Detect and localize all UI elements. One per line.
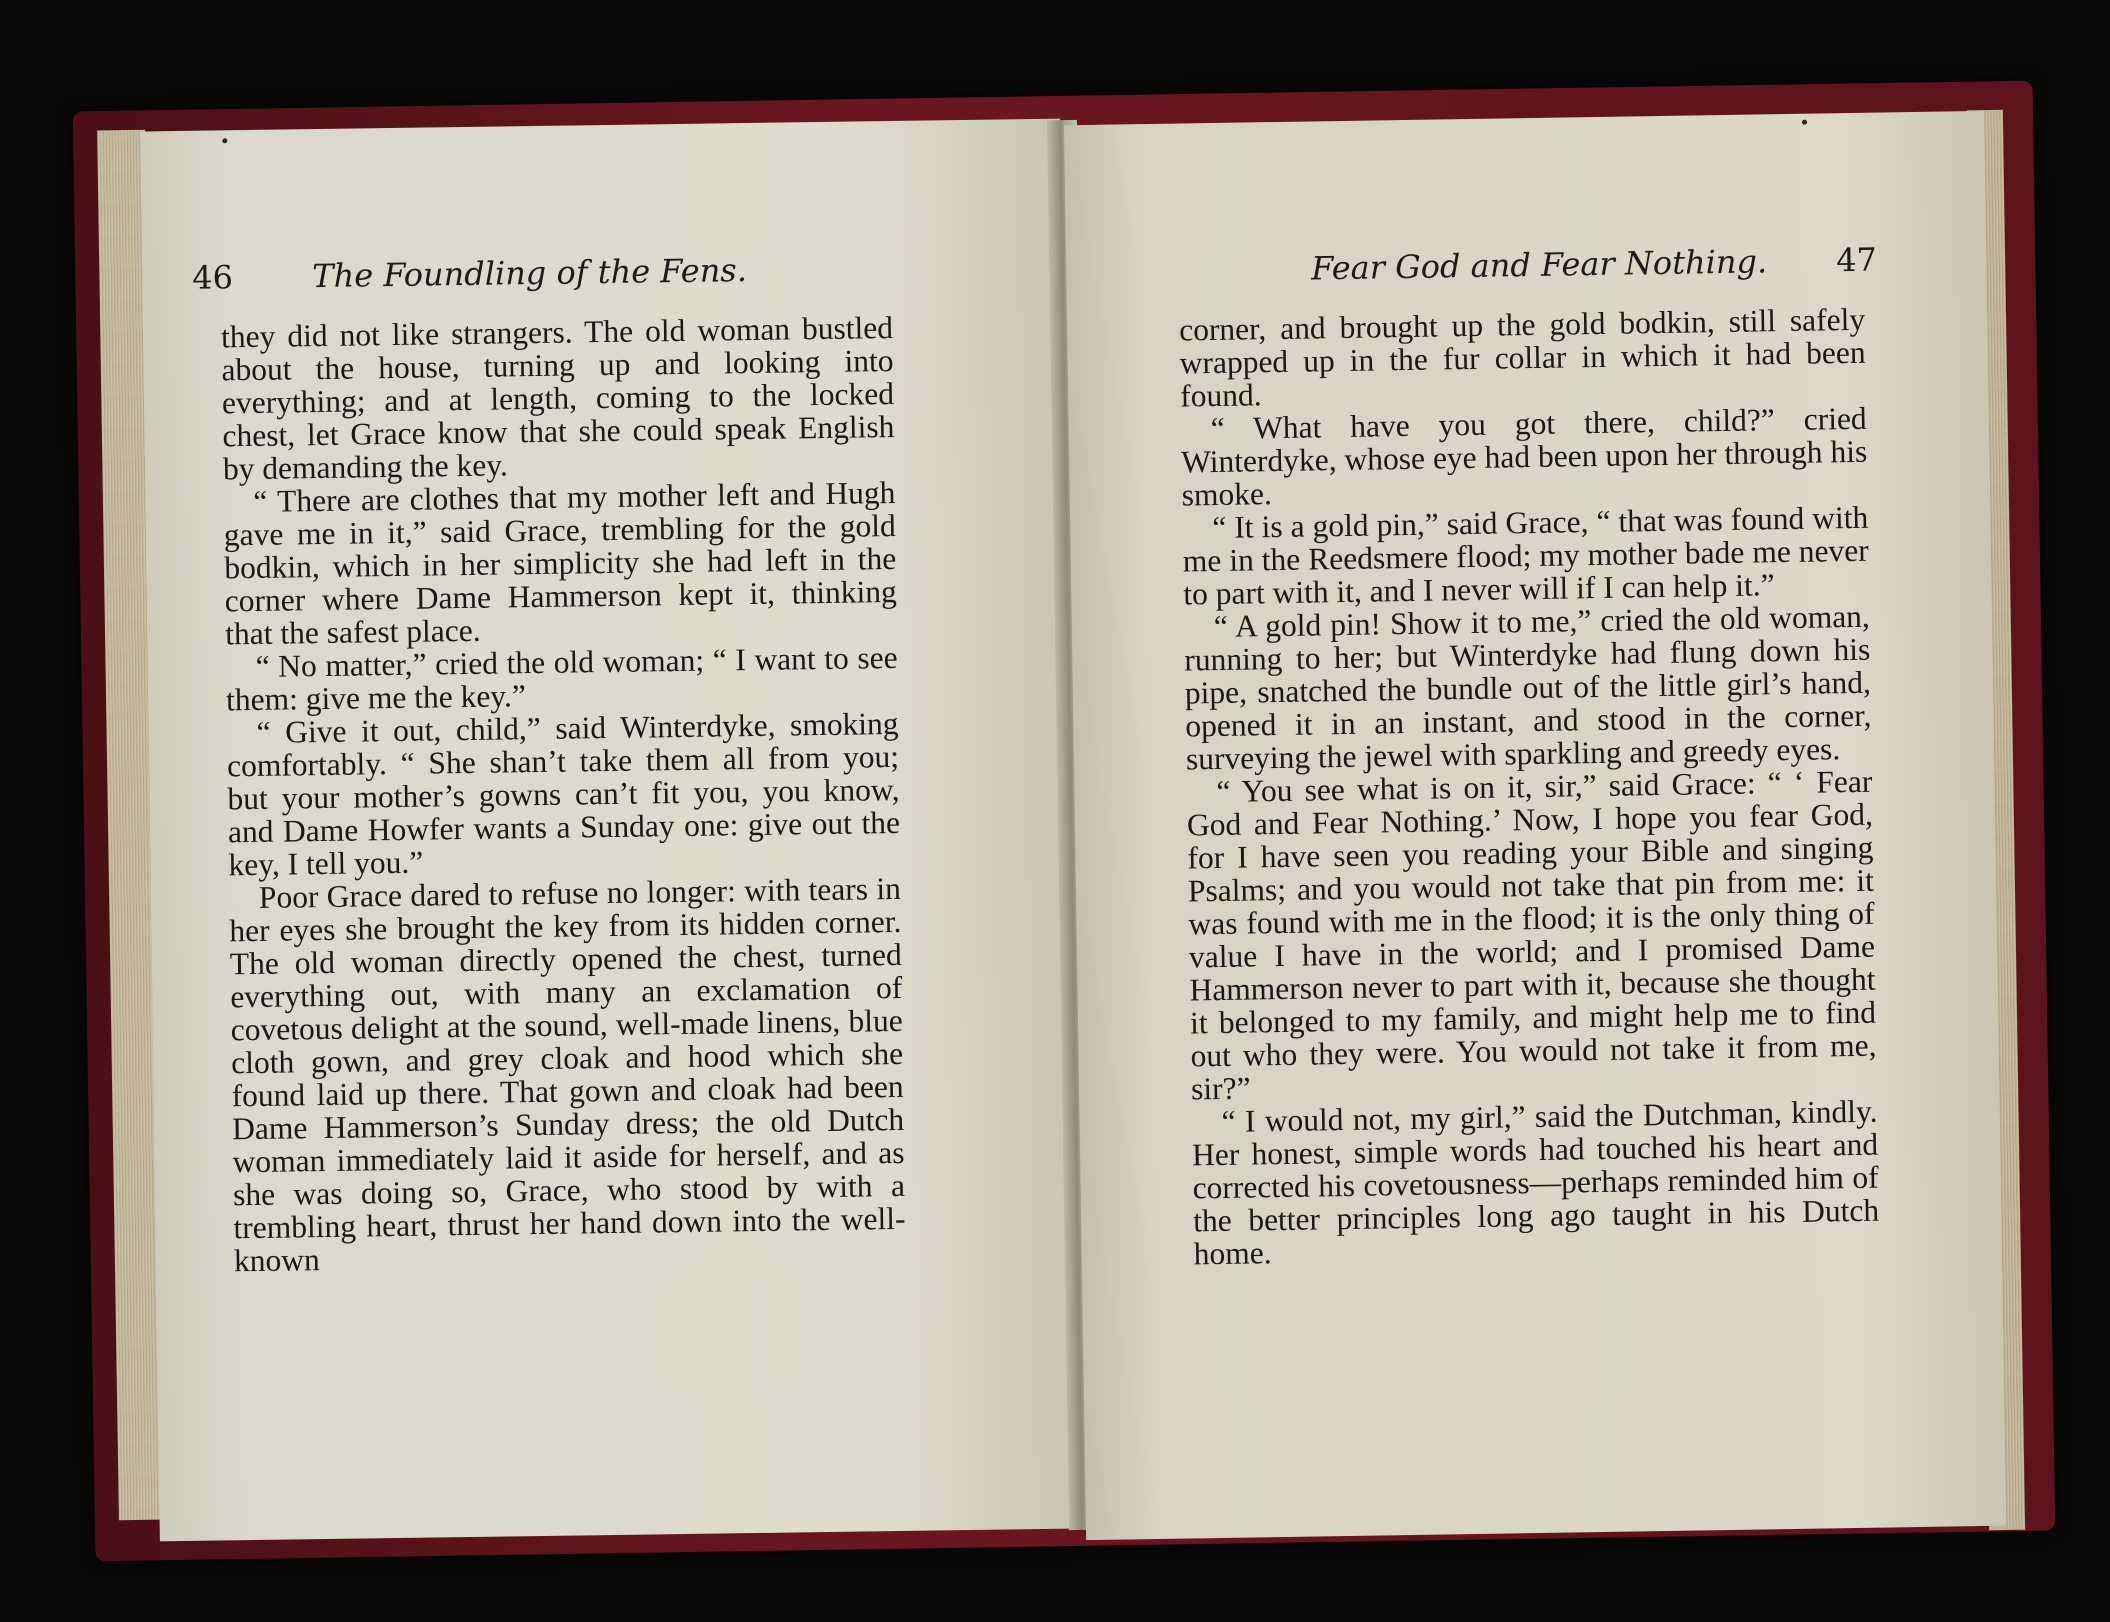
right-running-head: Fear God and Fear Nothing. [1310,242,1768,288]
paragraph: “ There are clothes that my mother left and Hugh gave me in it,” said Grace, trembling for the gold bodkin, which in her simplicity she had left in the corner where Dame Hammerson kept it, thinking that the safest place. [223,474,897,652]
right-body-text [1179,303,1880,1271]
paragraph: “ I would not, my girl,” said the Dutchman, kindly. Her honest, simple words had touched his heart and corrected his covetousness—perhaps reminded him of the better principles long ago taught in his Dutch home. [1191,1093,1880,1272]
left-body-text [221,311,906,1277]
left-running-head: The Foundling of the Fens. [311,251,748,296]
paragraph: “ A gold pin! Show it to me,” cried the old woman, running to her; but Winterdyke had flung down his pipe, snatched the bundle out of the little girl’s hand, opened it in an instant, and stood in the corner, surveying the jewel with sparkling and greedy eyes. [1184,598,1872,777]
paragraph: “ No matter,” cried the old woman; “ I want to see them: give me the key.” [225,639,898,718]
paragraph: “ You see what is on it, sir,” said Grace: “ ‘ Fear God and Fear Nothing.’ Now, I hope you fear God, for I have seen you reading your Bible and singing Psalms; and you would not take that pin from me: it was found with me in the flood; it is the only thing of value I have in the world; and I promised Dame Hammerson never to part with it, because she thought it belonged to my family, and might help me to find out who they were. You would not take it from me, sir?” [1186,763,1877,1107]
paragraph: “ It is a gold pin,” said Grace, “ that was found with me in the Reedsmere flood; my mother bade me never to part with it, and I never will if I can help it.” [1182,499,1869,612]
left-folio: 46 [191,258,234,297]
paragraph: “ Give it out, child,” said Winterdyke, smoking comfortably. “ She shan’t take them all from you; but your mother’s gowns can’t fit you, you know, and Dame Howfer wants a Sunday one: give out the key, I tell you.” [226,705,901,883]
paragraph: they did not like strangers. The old woman bustled about the house, turning up and looking into everything; and at length, coming to the locked chest, let Grace know that she could speak English by demanding the key. [220,310,895,487]
right-folio: 47 [1835,240,1878,280]
paragraph: corner, and brought up the gold bodkin, still safely wrapped up in the fur collar in which it had been found. [1178,301,1866,414]
right-page [1064,111,2006,1540]
ink-speck [222,138,227,143]
left-page [140,119,1080,1542]
ink-speck [1802,120,1807,125]
paragraph: Poor Grace dared to refuse no longer: with tears in her eyes she brought the key from its hidden corner. The old woman directly opened the chest, turned everything out, with many an exclamation of covetous delight at the sound, well-made linens, blue cloth gown, and grey cloak and hood which she found laid up there. That gown and cloak had been Dame Hammerson’s Sunday dress; the old Dutch woman immediately laid it aside for herself, and as she was doing so, Grace, who stood by with a trembling heart, thrust her hand down into the well-known [229,870,906,1279]
paragraph: “ What have you got there, child?” cried Winterdyke, whose eye had been upon her through his smoke. [1180,400,1868,513]
